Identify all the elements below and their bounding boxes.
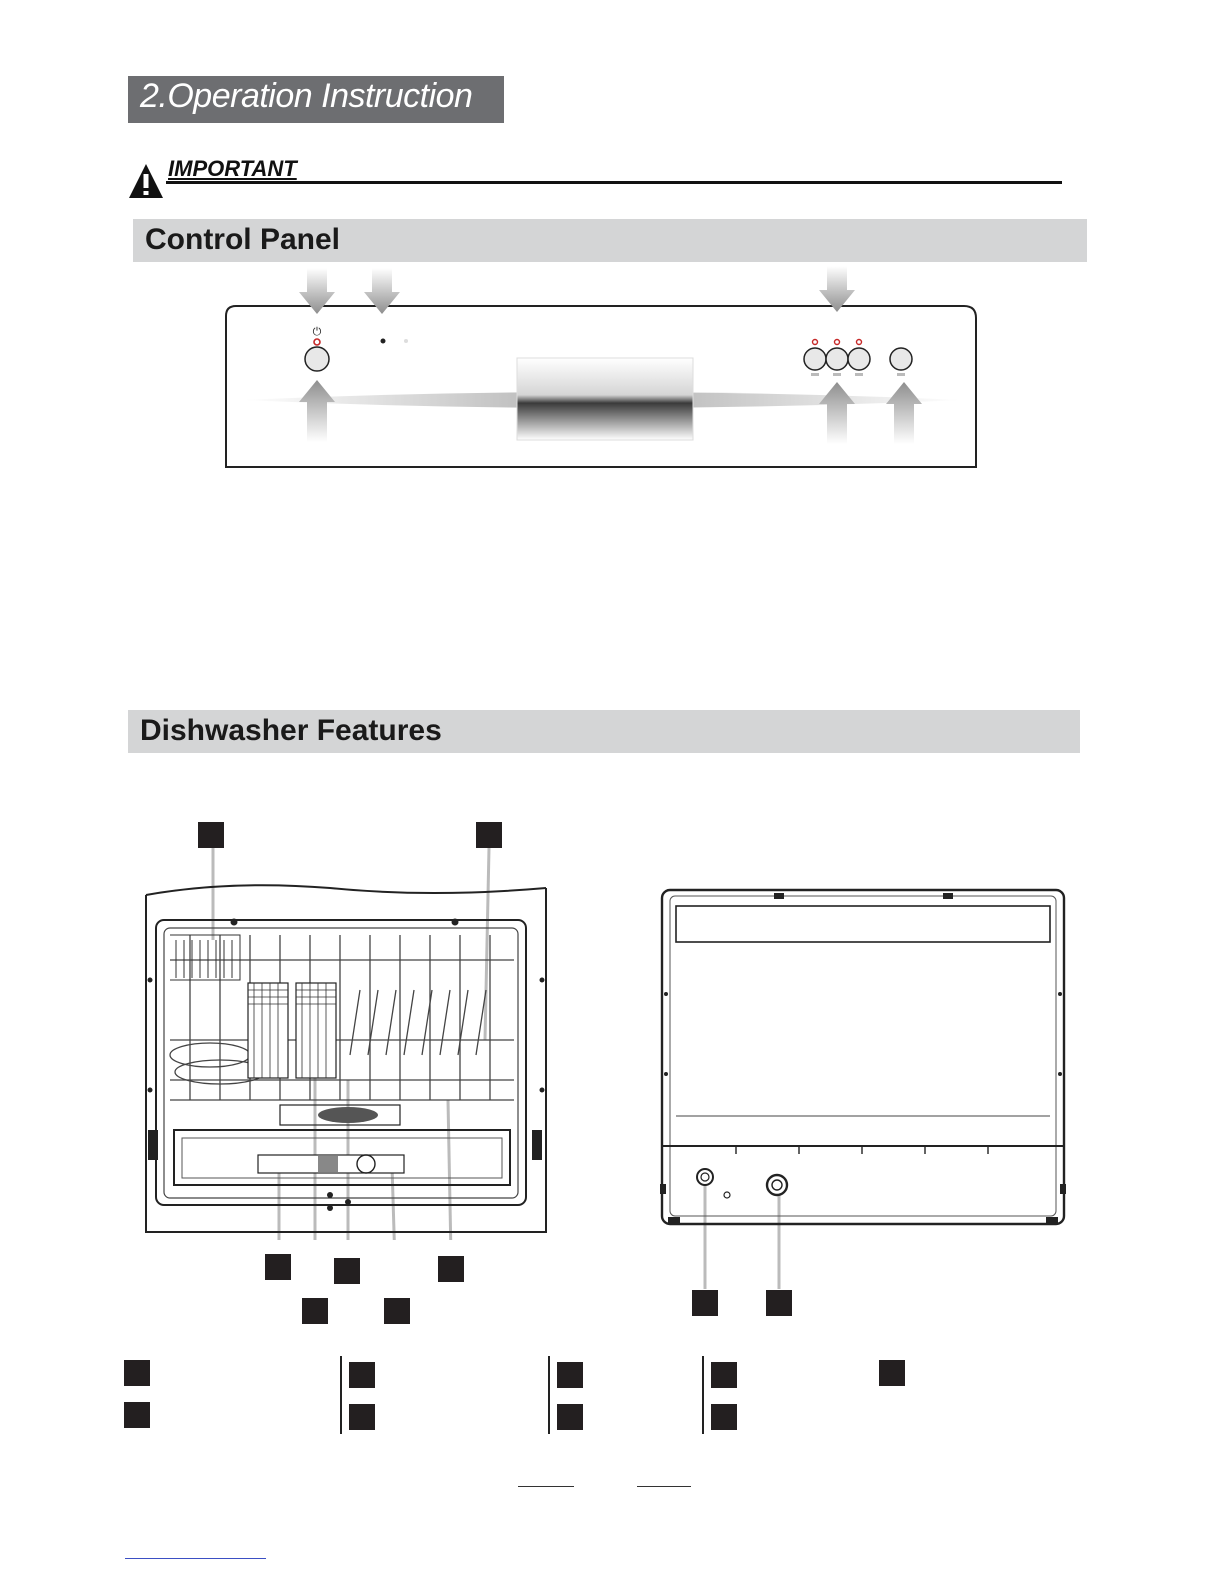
warning-triangle-icon: [128, 162, 164, 200]
callout-badge: [265, 1254, 291, 1280]
legend-badge: [557, 1404, 583, 1430]
section-title: [128, 76, 504, 123]
footer-link-underline[interactable]: [125, 1558, 266, 1559]
important-notice: [128, 150, 1062, 202]
legend-separator: [340, 1356, 342, 1434]
control-panel-title: Control Panel: [145, 223, 341, 256]
legend-badge: [557, 1362, 583, 1388]
legend-badge: [711, 1404, 737, 1430]
callout-badge: [302, 1298, 328, 1324]
legend-badge: [349, 1362, 375, 1388]
dishwasher-rear-illustration: [656, 884, 1070, 1300]
footer-rule: [518, 1486, 574, 1487]
features-band: [128, 710, 1080, 753]
callout-badge: [438, 1256, 464, 1282]
callout-badge: [384, 1298, 410, 1324]
important-rule: [166, 181, 1062, 184]
control-panel-band: [133, 219, 1087, 262]
control-panel-illustration: [222, 262, 982, 472]
legend-badge: [879, 1360, 905, 1386]
features-title: Dishwasher Features: [140, 714, 442, 747]
legend-badge: [124, 1402, 150, 1428]
legend-separator: [548, 1356, 550, 1434]
legend-badge: [349, 1404, 375, 1430]
footer-rule: [637, 1486, 691, 1487]
dishwasher-interior-illustration: [130, 840, 550, 1240]
legend-badge: [124, 1360, 150, 1386]
important-label: IMPORTANT: [168, 156, 297, 181]
svg-text:⏻: ⏻: [312, 326, 322, 338]
legend-separator: [702, 1356, 704, 1434]
legend-badge: [711, 1362, 737, 1388]
section-title-text: 2.Operation Instruction: [140, 77, 473, 115]
callout-badge: [334, 1258, 360, 1284]
